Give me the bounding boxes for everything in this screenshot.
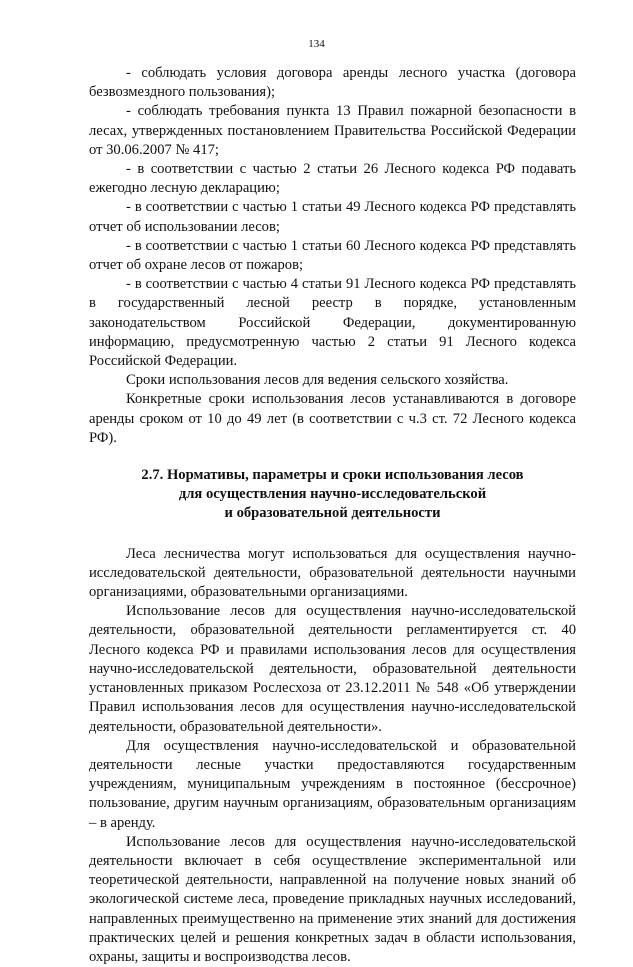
- list-item: - в соответствии с частью 1 статьи 60 Лесного кодекса РФ представлять отчет об охране лесов от пожаров;: [89, 237, 576, 274]
- list-item: - в соответствии с частью 2 статьи 26 Лесного кодекса РФ подавать ежегодно лесную декларацию;: [89, 161, 576, 197]
- list-item: - в соответствии с частью 1 статьи 49 Лесного кодекса РФ представлять отчет об использовании лесов;: [89, 199, 576, 235]
- page-number: 134: [308, 38, 325, 50]
- section-title-line-3: и образовательной деятельности: [224, 505, 441, 522]
- paragraph: Использование лесов для осуществления научно-исследовательской деятельности, образовательной деятельности регламентируется ст. 40 Лесного кодекса РФ и правилами использования лесов для осуществления научно-исследовательской деятельности, образовательной деятельности установленных приказом Рослесхоза от 23.12.2011 № 548 «Об утверждении Правил использования лесов для осуществления научно-исследовательской деятельности, образовательной деятельности».: [89, 603, 576, 735]
- paragraph: Для осуществления научно-исследовательской и образовательной деятельности лесные участки предоставляются государственным учреждениям, муниципальным учреждениям в постоянное (бессрочное) пользование, другим научным организациям, образовательным организациям – в аренду.: [89, 737, 576, 831]
- agri-terms-heading: Сроки использования лесов для ведения сельского хозяйства.: [126, 372, 509, 389]
- page-body: [89, 64, 576, 967]
- paragraph: Леса лесничества могут использоваться для осуществления научно-исследовательской деятельности, образовательной деятельности научными организациями, образовательными организациями.: [89, 545, 576, 601]
- agri-terms-text: Конкретные сроки использования лесов устанавливаются в договоре аренды сроком от 10 до 49 лет (в соответствии с ч.3 ст. 72 Лесного кодекса РФ).: [89, 391, 576, 446]
- section-title-line-2: для осуществления научно-исследовательской: [178, 486, 487, 503]
- list-item: - в соответствии с частью 4 статьи 91 Лесного кодекса РФ представлять в государственный лесной реестр в порядке, установленным законодательством Российской Федерации, документированную информацию, предусмотренную частью 2 статьи 91 Лесного кодекса Российской Федерации.: [89, 276, 576, 370]
- paragraph: Использование лесов для осуществления научно-исследовательской деятельности включает в себя осуществление экспериментальной или теоретической деятельности, направленной на получение новых знаний об экологической системе леса, проведение прикладных научных исследований, направленных преимущественно на применение этих знаний для достижения практических целей и решения конкретных задач в области использования, охраны, защиты и воспроизводства лесов.: [89, 833, 576, 965]
- section-title-line-1: 2.7. Нормативы, параметры и сроки использования лесов: [141, 467, 524, 484]
- section-title: [89, 466, 576, 524]
- list-item: - соблюдать условия договора аренды лесного участка (договора безвозмездного пользования);: [89, 65, 576, 101]
- list-item: - соблюдать требования пункта 13 Правил пожарной безопасности в лесах, утвержденных постановлением Правительства Российской Федерации от 30.06.2007 № 417;: [89, 103, 576, 158]
